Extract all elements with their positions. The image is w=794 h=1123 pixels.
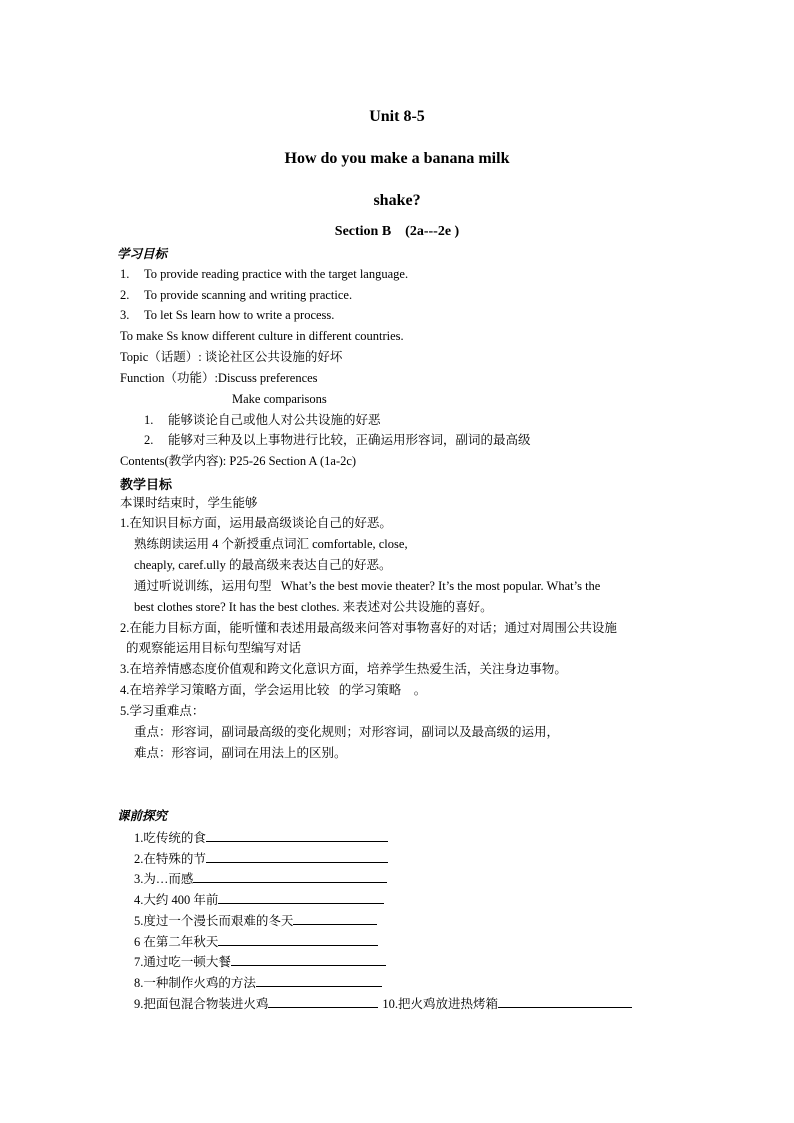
answer-blank[interactable] [218, 932, 378, 946]
preview-item-1: 1.吃传统的食 [134, 828, 388, 846]
answer-blank[interactable] [206, 828, 388, 842]
teaching-line-10: 4.在培养学习策略方面，学会运用比较 的学习策略 。 [120, 683, 427, 697]
teaching-line-5: 通过听说训练，运用句型 What’s the best movie theater? It’s the most popular. What’s the [134, 579, 601, 593]
answer-blank[interactable] [498, 994, 632, 1008]
ability-item-1: 1. 能够谈论自己或他人对公共设施的好恶 [144, 413, 381, 427]
answer-blank[interactable] [231, 952, 386, 966]
ability-item-2: 2. 能够对三种及以上事物进行比较，正确运用形容词，副词的最高级 [144, 433, 531, 447]
answer-blank[interactable] [193, 869, 387, 883]
answer-blank[interactable] [218, 890, 384, 904]
teaching-line-3: 熟练朗读运用 4 个新授重点词汇 comfortable, close, [134, 537, 408, 551]
function-continuation: Make comparisons [232, 392, 327, 406]
lesson-title-line-2: shake? [373, 192, 421, 209]
preview-item-7: 7.通过吃一顿大餐 [134, 952, 386, 970]
goal-item-3: 3. To let Ss learn how to write a process. [120, 308, 335, 322]
goal-item-1: 1. To provide reading practice with the target language. [120, 267, 409, 281]
answer-blank[interactable] [256, 973, 382, 987]
answer-blank[interactable] [268, 994, 378, 1008]
answer-blank[interactable] [293, 911, 377, 925]
preview-item-4: 4.大约 400 年前 [134, 890, 384, 908]
preview-item-2: 2.在特殊的节 [134, 849, 388, 867]
teaching-line-9: 3.在培养情感态度价值观和跨文化意识方面，培养学生热爱生活，关注身边事物。 [120, 662, 567, 676]
teaching-line-8: 的观察能运用目标句型编写对话 [126, 641, 302, 655]
teaching-line-2: 1.在知识目标方面，运用最高级谈论自己的好恶。 [120, 516, 392, 530]
learning-goals-heading: 学习目标 [117, 247, 168, 261]
section-title: Section B (2a---2e ) [334, 224, 460, 239]
contents-line: Contents(教学内容): P25-26 Section A (1a-2c) [120, 454, 357, 468]
lesson-title-line-1: How do you make a banana milk [284, 150, 510, 167]
preview-item-9: 9.把面包混合物装进火鸡 10.把火鸡放进热烤箱 [134, 994, 632, 1012]
preview-item-6: 6 在第二年秋天 [134, 932, 378, 950]
preview-heading: 课前探究 [117, 809, 168, 823]
unit-title: Unit 8-5 [369, 108, 425, 125]
teaching-line-1: 本课时结束时，学生能够 [120, 496, 258, 510]
teaching-line-11: 5.学习重难点： [120, 704, 205, 718]
preview-item-8: 8.一种制作火鸡的方法 [134, 973, 382, 991]
preview-item-5: 5.度过一个漫长而艰难的冬天 [134, 911, 377, 929]
topic-line: Topic（话题）: 谈论社区公共设施的好坏 [120, 350, 343, 364]
answer-blank[interactable] [206, 849, 388, 863]
teaching-goals-heading: 教学目标 [120, 477, 173, 492]
teaching-line-6: best clothes store? It has the best clothes. 来表述对公共设施的喜好。 [134, 600, 493, 614]
goal-item-2: 2. To provide scanning and writing practice. [120, 288, 353, 302]
teaching-line-4: cheaply, caref.ully 的最高级来表达自己的好恶。 [134, 558, 392, 572]
teaching-line-7: 2.在能力目标方面，能听懂和表述用最高级来问答对事物喜好的对话；通过对周围公共设施 [120, 621, 617, 635]
goal-extra: To make Ss know different culture in different countries. [120, 329, 404, 343]
teaching-line-13: 难点：形容词，副词在用法上的区别。 [134, 746, 347, 760]
function-line: Function（功能）:Discuss preferences [120, 371, 318, 385]
teaching-line-12: 重点：形容词，副词最高级的变化规则；对形容词，副词以及最高级的运用， [134, 725, 560, 739]
preview-item-3: 3.为…而感 [134, 869, 387, 887]
